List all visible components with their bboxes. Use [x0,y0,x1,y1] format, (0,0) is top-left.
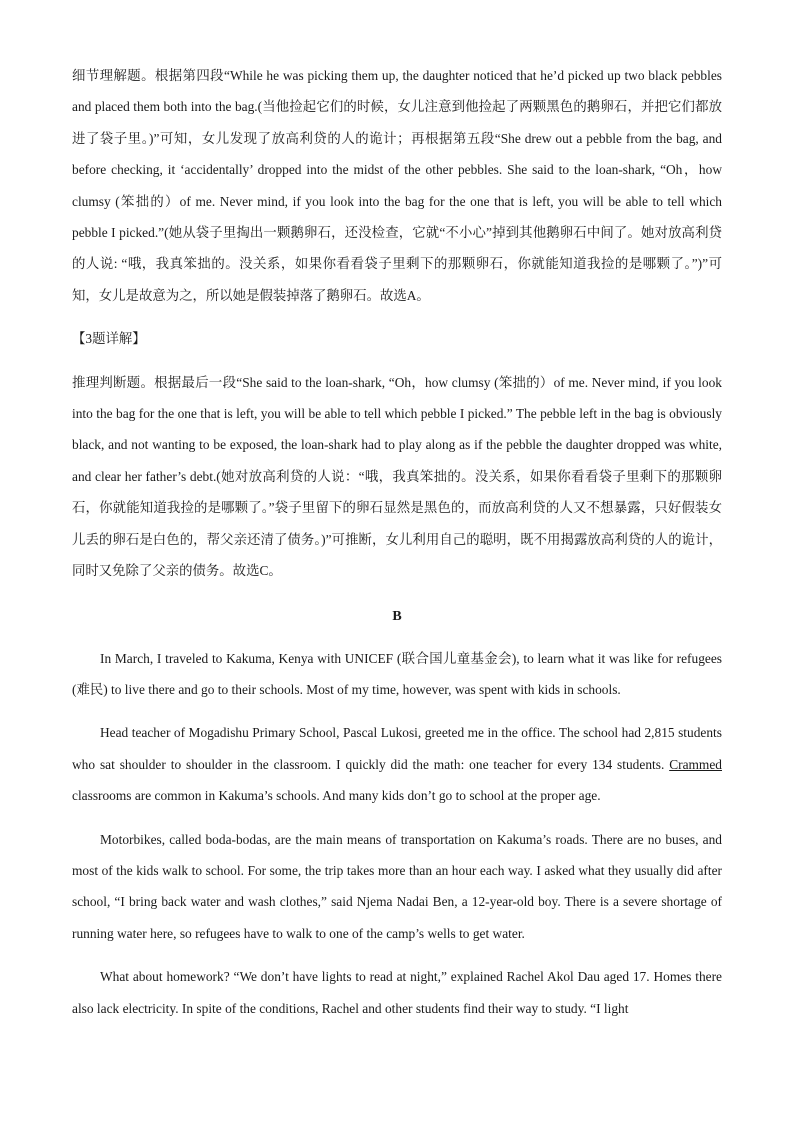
document-page [72,60,722,1024]
passage-b-paragraph-2 [72,717,722,811]
passage-b-paragraph-1: In March, I traveled to Kakuma, Kenya with UNICEF (联合国儿童基金会), to learn what it was like for refugees (难民) to live there and go to their schools. Most of my time, however, was spent with kids in schools. [72,650,722,697]
passage-b-letter: B [392,608,402,624]
paragraph-2-text-start: Head teacher of Mogadishu Primary School, Pascal Lukosi, greeted me in the office. The school had 2,815 students who sat shoulder to shoulder in the classroom. I quickly did the math: one teacher for every 134 students. [72,725,722,772]
answer-3-explanation: 推理判断题。根据最后一段“She said to the loan-shark, “Oh，how clumsy (笨拙的）of me. Never mind, if you look into the bag for the one that is left, you will be able to tell which pebble I picked.” The pebble left in the bag is obviously black, and not wanting to be exposed, the loan-shark had to play along as if the pebble the daughter dropped was white, and clear her father’s debt.(她对放高利贷的人说：“哦，我真笨拙的。没关系，如果你看看袋子里剩下的那颗卵石，你就能知道我捡的是哪颗了。”袋子里留下的卵石显然是黑色的，而放高利贷的人又不想暴露，只好假装女儿丢的卵石是白色的，帮父亲还清了债务。)”可推断，女儿利用自己的聪明，既不用揭露放高利贷的人的诡计，同时又免除了父亲的债务。故选C。 [72,374,722,579]
answer-2-explanation: 细节理解题。根据第四段“While he was picking them up, the daughter noticed that he’d picked up two black pebbles and placed them both into the bag.(当他捡起它们的时候，女儿注意到他捡起了两颗黑色的鹅卵石，并把它们都放进了袋子里。)”可知，女儿发现了放高利贷的人的诡计；再根据第五段“She drew out a pebble from the bag, and before checking, it ‘accidentally’ dropped into the midst of the other pebbles. She said to the loan-shark, “Oh，how clumsy (笨拙的）of me. Never mind, if you look into the bag for the one that is left, you will be able to tell which pebble I picked.”(她从袋子里掏出一颗鹅卵石，还没检查，它就“不小心”掉到其他鹅卵石中间了。她对放高利贷的人说: “哦，我真笨拙的。没关系，如果你看看袋子里剩下的那颗卵石，你就能知道我捡的是哪颗了。”)”可知，女儿是故意为之，所以她是假装掉落了鹅卵石。故选A。 [72,68,722,303]
passage-b-paragraph-3: Motorbikes, called boda-bodas, are the main means of transportation on Kakuma’s roads. There are no buses, and most of the kids walk to school. For some, the trip takes more than an hour each way. I asked what they usually did after school, “I bring back water and wash clothes,” said Njema Nadai Ben, a 12-year-old boy. There is a severe shortage of running water here, so refugees have to walk to one of the camp’s wells to get water. [72,831,722,941]
paragraph-2-text-end: classrooms are common in Kakuma’s schools. And many kids don’t go to school at the proper age. [72,788,601,804]
passage-b-paragraph-4: What about homework? “We don’t have lights to read at night,” explained Rachel Akol Dau aged 17. Homes there also lack electricity. In spite of the conditions, Rachel and other students find their way to study. “I light [72,969,722,1016]
answer-3-heading: 【3题详解】 [72,331,146,347]
underlined-word-crammed: Crammed [669,756,722,772]
